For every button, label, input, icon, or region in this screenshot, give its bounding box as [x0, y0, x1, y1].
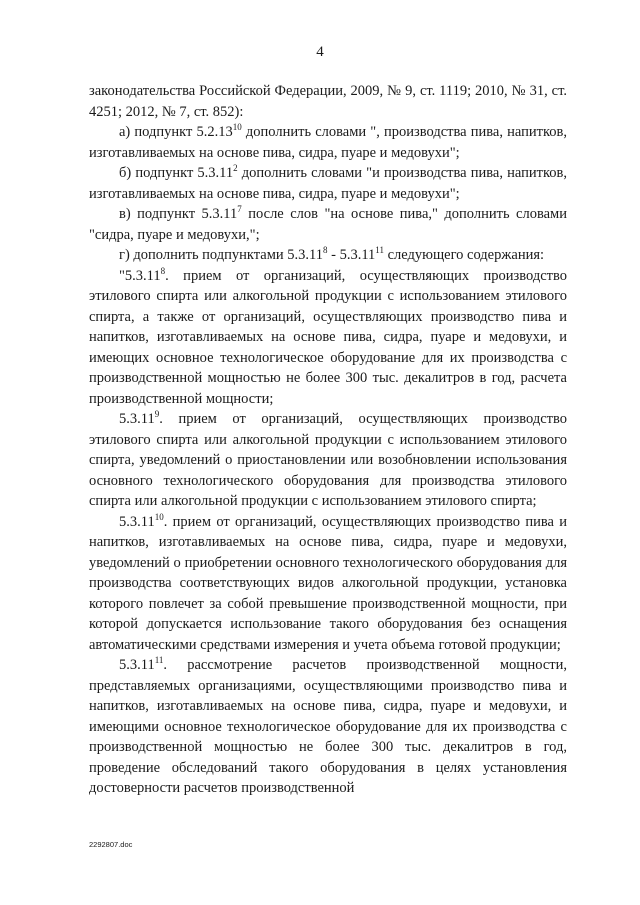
paragraph-text: дополнить словами "и производства пива, напитков, изготавливаемых на основе пива, сидра, пуаре и медовухи"; — [89, 165, 567, 202]
paragraph-text: 5.3.11 — [119, 657, 155, 673]
paragraph-text: - 5.3.11 — [327, 247, 376, 263]
paragraph-p0 — [89, 81, 567, 122]
superscript-index: 10 — [232, 122, 242, 132]
paragraph-text: . прием от организаций, осуществляющих производство пива и напитков, изготавливаемых на основе пива, сидра, пуаре и медовухи, уведомлений о приобретении основного технологического оборудования для производства соответствующих видов алкогольной продукции, установка которого повлечет за собой превышение производственной мощности, при которой допускается использование такого оборудования без оснащения автоматическими средствами измерения и учета объема готовой продукции; — [89, 513, 567, 653]
superscript-index: 8 — [323, 245, 328, 255]
paragraph-text: законодательства Российской Федерации, 2009, № 9, ст. 1119; 2010, № 31, ст. 4251; 2012, № 7, ст. 852): — [89, 83, 567, 120]
paragraph-p4 — [89, 245, 567, 266]
superscript-index: 10 — [154, 511, 164, 522]
document-filename: 2292807.doc — [89, 840, 133, 849]
paragraph-text: б) подпункт 5.3.11 — [119, 165, 234, 181]
paragraph-p3 — [89, 204, 567, 245]
superscript-index: 9 — [154, 409, 160, 419]
superscript-index: 11 — [375, 245, 384, 255]
paragraph-text: 5.3.11 — [119, 411, 155, 427]
paragraph-text: . рассмотрение расчетов производственной мощности, представляемых организациями, осуществляющими производство пива и напитков, изготавливаемых на основе пива, сидра, пуаре и медовухи, и имеющими основное технологическое оборудование для их производства с производственной мощностью не более 300 тыс. декалитров в год, проведение обследований такого оборудования в целях установления достоверности расчетов производственной — [89, 657, 567, 796]
page-number: 4 — [316, 44, 324, 60]
paragraph-text: дополнить словами ", производства пива, напитков, изготавливаемых на основе пива, сидра, пуаре и медовухи"; — [89, 124, 567, 161]
paragraph-p5 — [89, 266, 567, 410]
paragraph-text: . прием от организаций, осуществляющих производство этилового спирта или алкогольной продукции с использованием этилового спирта, а также от организаций, осуществляющих производство пива и напитков, изготавливаемых на основе пива, сидра, пуаре и медовухи, и имеющих основное технологическое оборудование для их производства с производственной мощностью не более 300 тыс. декалитров в год, расчета производственной мощности; — [89, 267, 567, 407]
paragraph-p7 — [89, 512, 567, 656]
paragraph-text: следующего содержания: — [383, 247, 545, 263]
paragraph-text: . прием от организаций, осуществляющих производство этилового спирта или алкогольной продукции с использованием этилового спирта, уведомлений о приостановлении или возобновлении использования основного технологического оборудования для производства этилового спирта или алкогольной продукции с использованием этилового спирта; — [89, 411, 567, 509]
paragraph-text: г) дополнить подпунктами 5.3.11 — [119, 247, 323, 263]
paragraph-p6 — [89, 409, 567, 512]
paragraph-text: "5.3.11 — [119, 267, 161, 284]
paragraph-p1 — [89, 122, 567, 163]
paragraph-text: 5.3.11 — [119, 513, 155, 530]
paragraph-p8 — [89, 655, 567, 799]
paragraph-text: а) подпункт 5.2.13 — [119, 124, 233, 140]
superscript-index: 11 — [154, 655, 164, 665]
paragraph-text: в) подпункт 5.3.11 — [119, 206, 238, 222]
superscript-index: 7 — [237, 204, 242, 214]
paragraph-text: после слов "на основе пива," дополнить словами "сидра, пуаре и медовухи,"; — [89, 206, 567, 243]
document-body — [89, 81, 567, 799]
superscript-index: 2 — [233, 163, 238, 173]
paragraph-p2 — [89, 163, 567, 204]
superscript-index: 8 — [160, 265, 166, 276]
